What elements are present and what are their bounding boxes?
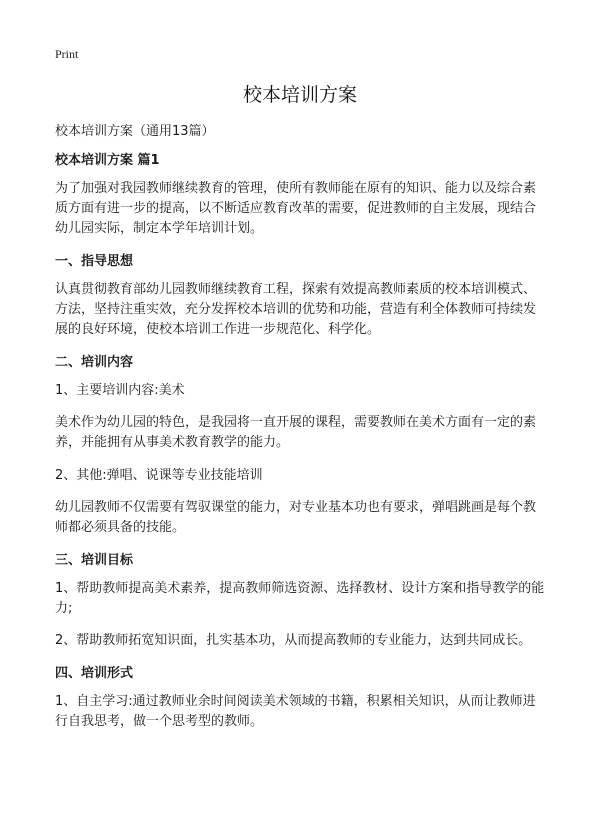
- training-content-item-2: 2、其他:弹唱、说课等专业技能培训: [55, 468, 263, 483]
- guiding-ideology-paragraph: 认真贯彻教育部幼儿园教师继续教育工程，探索有效提高教师素质的校本培训模式、方法，坚持注重实效，充分发挥校本培训的优势和功能，营造有利全体教师可持续发展的良好环境，使校本培训工作进一步规范化、科学化。: [55, 282, 537, 337]
- training-goal-item-1: 1、帮助教师提高美术素养，提高教师筛选资源、选择教材、设计方案和指导教学的能力;: [55, 581, 545, 616]
- section-heading-training-content: 二、培训内容: [55, 355, 134, 370]
- page-title: 校本培训方案: [242, 84, 357, 106]
- document-subtitle: 校本培训方案（通用13篇）: [55, 124, 215, 139]
- intro-paragraph: 为了加强对我园教师继续教育的管理，使所有教师能在原有的知识、能力以及综合素质方面有进一步的提高，以不断适应教育改革的需要，促进教师的自主发展，现结合幼儿园实际，制定本学年培训计划。: [55, 181, 537, 236]
- article-heading: 校本培训方案 篇1: [55, 153, 160, 168]
- print-link[interactable]: Print: [55, 47, 79, 61]
- training-content-paragraph-1: 美术作为幼儿园的特色，是我园将一直开展的课程，需要教师在美术方面有一定的素养，并能拥有从事美术教育教学的能力。: [55, 415, 537, 450]
- document-body: [55, 122, 547, 745]
- section-heading-guiding-ideology: 一、指导思想: [55, 254, 134, 269]
- training-content-item-1: 1、主要培训内容:美术: [55, 383, 185, 398]
- section-heading-training-goals: 三、培训目标: [55, 553, 134, 568]
- training-form-item-1: 1、自主学习:通过教师业余时间阅读美术领域的书籍，积累相关知识，从而让教师进行自我思考，做一个思考型的教师。: [55, 694, 536, 729]
- training-content-paragraph-2: 幼儿园教师不仅需要有驾驭课堂的能力，对专业基本功也有要求，弹唱跳画是每个教师都必须具备的技能。: [55, 500, 537, 535]
- section-heading-training-form: 四、培训形式: [55, 666, 134, 681]
- training-goal-item-2: 2、帮助教师拓宽知识面，扎实基本功，从而提高教师的专业能力，达到共同成长。: [55, 633, 532, 648]
